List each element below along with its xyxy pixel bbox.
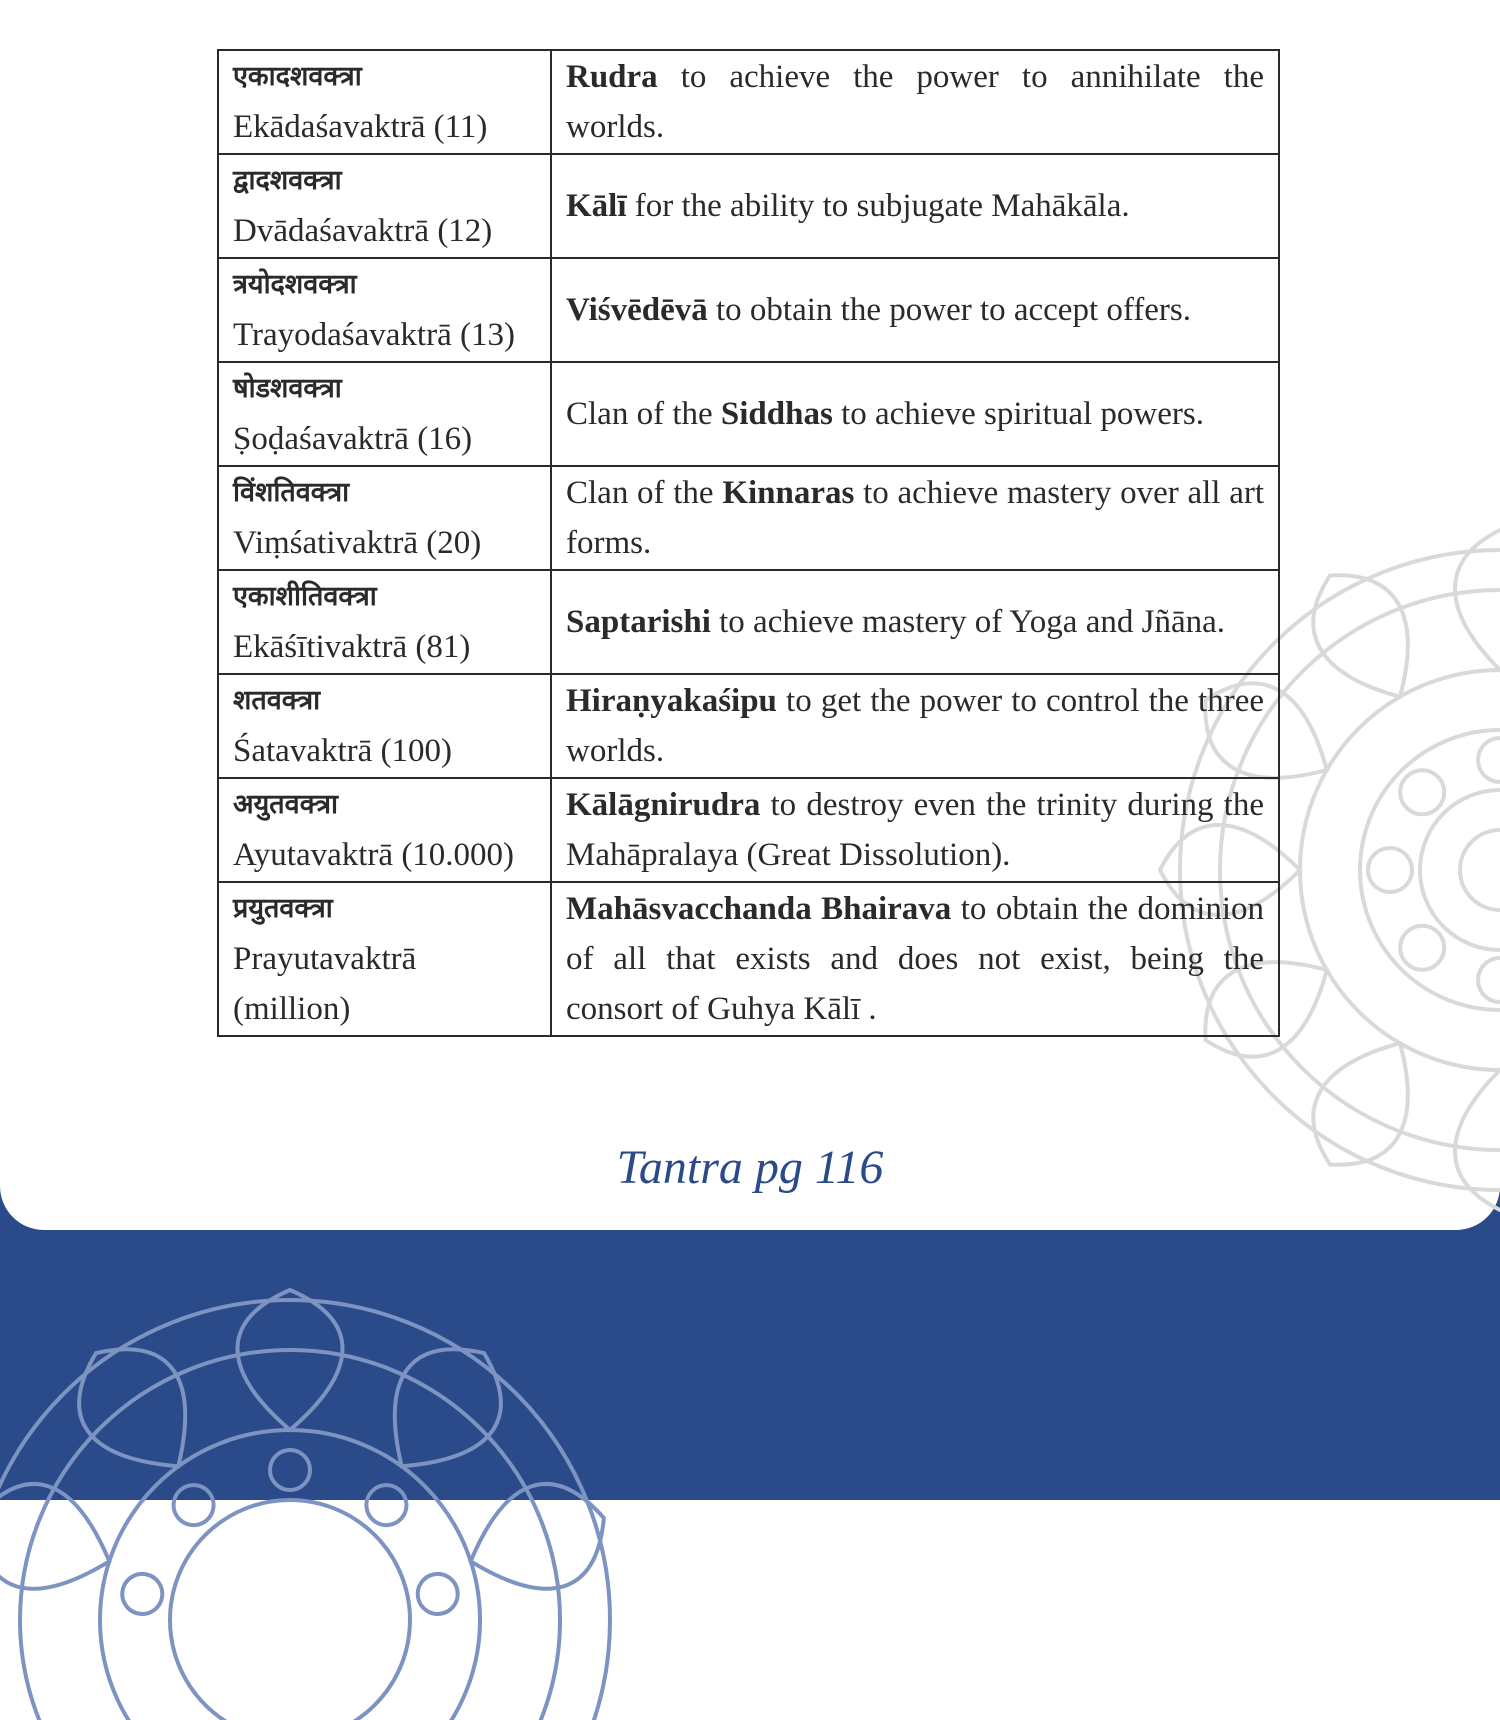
name-cell — [218, 778, 551, 882]
desc-text: to achieve mastery of Yoga and Jñāna. — [710, 604, 1225, 640]
desc-text: to obtain the dominion of all that exists and does not exist, being the consort of Guhya Kālī . — [566, 891, 1264, 1027]
table-row — [218, 674, 1279, 778]
devanagari-name: विंशतिवक्त्रा — [233, 477, 350, 508]
devanagari-name: एकाशीतिवक्त्रा — [233, 581, 377, 612]
vaktra-table — [217, 49, 1280, 1037]
devanagari-name: अयुतवक्त्रा — [233, 789, 339, 820]
name-cell — [218, 882, 551, 1036]
table-row — [218, 778, 1279, 882]
description-cell — [551, 466, 1279, 570]
deity-name: Rudra — [566, 59, 658, 95]
deity-name: Kinnaras — [722, 475, 855, 511]
transliteration: Ekāśītivaktrā (81) — [233, 629, 471, 665]
devanagari-name: प्रयुतवक्त्रा — [233, 893, 333, 924]
devanagari-name: त्रयोदशवक्त्रा — [233, 269, 357, 300]
desc-text: to achieve mastery over all art forms. — [566, 475, 1265, 561]
table-row — [218, 362, 1279, 466]
deity-name: Viśvēdēvā — [566, 292, 708, 328]
table-row — [218, 882, 1279, 1036]
description-cell — [551, 362, 1279, 466]
deity-name: Kālī — [566, 188, 627, 224]
table-row — [218, 154, 1279, 258]
name-cell — [218, 674, 551, 778]
table-row — [218, 466, 1279, 570]
name-cell — [218, 362, 551, 466]
transliteration: Trayodaśavaktrā (13) — [233, 317, 515, 353]
name-cell — [218, 154, 551, 258]
desc-text: to get the power to control the three worlds. — [566, 683, 1264, 769]
desc-prefix: Clan of the — [566, 396, 721, 432]
devanagari-name: शतवक्त्रा — [233, 685, 321, 716]
description-cell — [551, 258, 1279, 362]
description-cell — [551, 50, 1279, 154]
description-cell — [551, 674, 1279, 778]
desc-text: for the ability to subjugate Mahākāla. — [626, 188, 1130, 224]
transliteration: Dvādaśavaktrā (12) — [233, 213, 493, 249]
deity-name: Siddhas — [720, 396, 833, 432]
description-cell — [551, 154, 1279, 258]
desc-text: to achieve spiritual powers. — [832, 396, 1204, 432]
deity-name: Hiraṇyakaśipu — [566, 683, 777, 719]
devanagari-name: एकादशवक्त्रा — [233, 61, 362, 92]
description-cell — [551, 882, 1279, 1036]
desc-prefix: Clan of the — [566, 475, 723, 511]
transliteration: Prayutavaktrā (million) — [233, 941, 417, 1027]
transliteration: Ṣoḍaśavaktrā (16) — [233, 421, 473, 457]
name-cell — [218, 50, 551, 154]
name-cell — [218, 570, 551, 674]
deity-name: Saptarishi — [566, 604, 711, 640]
desc-text: to destroy even the trinity during the Mahāpralaya (Great Dissolution). — [566, 787, 1264, 873]
transliteration: Viṃśativaktrā (20) — [233, 525, 482, 561]
devanagari-name: द्वादशवक्त्रा — [233, 165, 342, 196]
transliteration: Śatavaktrā (100) — [233, 733, 452, 769]
transliteration: Ayutavaktrā (10.000) — [233, 837, 515, 873]
deity-name: Kālāgnirudra — [566, 787, 761, 823]
devanagari-name: षोडशवक्त्रा — [233, 373, 342, 404]
desc-text: to obtain the power to accept offers. — [707, 292, 1191, 328]
transliteration: Ekādaśavaktrā (11) — [233, 109, 488, 145]
table-row — [218, 570, 1279, 674]
deity-name: Mahāsvacchanda Bhairava — [566, 891, 952, 927]
name-cell — [218, 466, 551, 570]
desc-text: to achieve the power to annihilate the worlds. — [566, 59, 1264, 145]
table-row — [218, 50, 1279, 154]
source-caption: Tantra pg 116 — [616, 1141, 884, 1194]
description-cell — [551, 570, 1279, 674]
description-cell — [551, 778, 1279, 882]
name-cell — [218, 258, 551, 362]
table-row — [218, 258, 1279, 362]
mandala-ornament-icon — [0, 1260, 640, 1720]
